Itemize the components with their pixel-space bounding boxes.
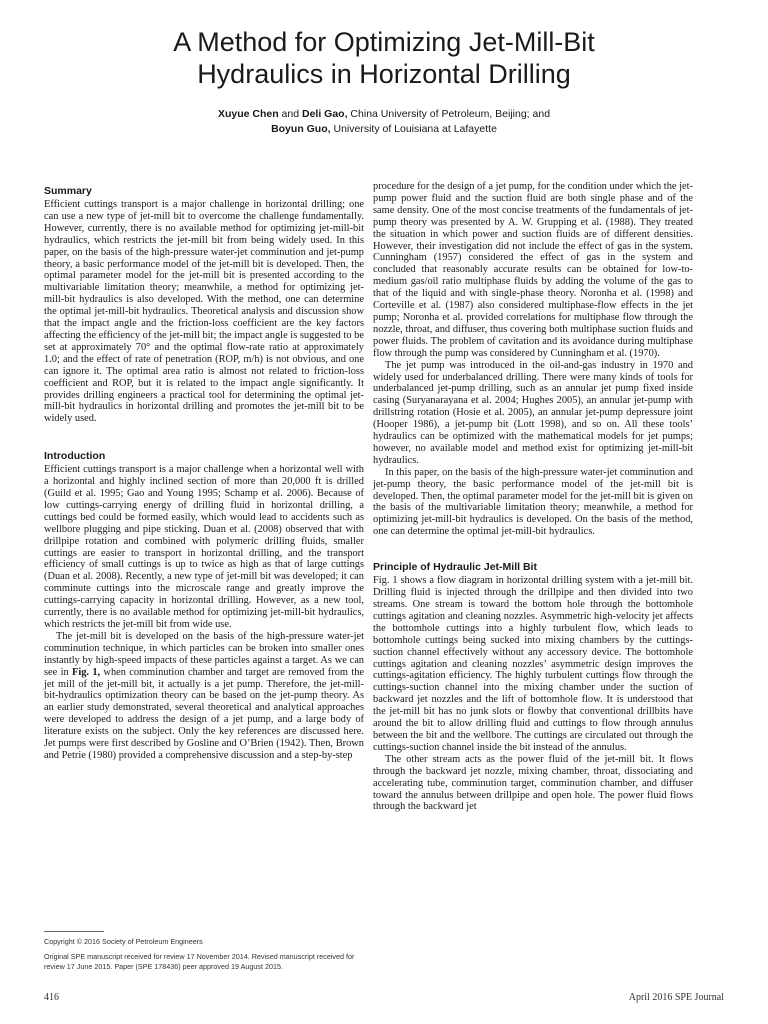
figure-reference: Fig. 1, [71,666,101,678]
title-line-1: A Method for Optimizing Jet-Mill-Bit [173,27,595,57]
summary-heading: Summary [44,185,92,197]
author-and: and [278,108,302,120]
intro-p2-text-b: when comminution chamber and target are removed from the jet mill of the jet-mill bit, it actually is a jet pump. Therefore, the jet-mill-bit-hydraulics optimization theory can be based on the jet-pump theory. As an earlier study demonstrated, several theoretical and analytical approaches were developed to address the design of a jet pump, and a large body of literature exists on the subject. Only the key references are discussed here. Jet pumps were first described by Gosline and O’Brien (1942). Then, Brown and Petrie (1980) provided a comprehensive discussion and a step-by-step [44,666,365,761]
affiliation-2: University of Louisiana at Lafayette [330,123,497,135]
principle-paragraph-2: The other stream acts as the power fluid of the jet-mill bit. It flows through the backward jet nozzle, mixing chamber, throat, dissociating and accelerating tube, comminution target, comminution chamber, and diffuser toward the annulus between drillpipe and open hole. The power fluid flows through the backward jet [373,753,693,813]
journal-footer: April 2016 SPE Journal [628,992,724,1003]
right-column [373,181,693,813]
intro-paragraph-1: Efficient cuttings transport is a major challenge when a horizontal well with a horizontal and highly inclined section of more than 20,000 ft is drilled (Guild et al. 1995; Gao and Young 1995; Schamp et al. 2006). Because of low cuttings-carrying energy of drilling fluid in horizontal drilling, a cuttings bed could be formed easily, which would lead to accidents such as wellbore plugging and pipe sticking. Duan et al. (2008) observed that with drillpipe rotation and combined with polymeric drilling fluids, smaller cuttings are easier to transport in horizontal drilling, and the transport efficiency of small cuttings is up to twice as high as that of large cuttings (Duan et al. 2008). Recently, a new type of jet-mill bit was developed; it can comminute cuttings into the microscale range and greatly improve the cuttings-carrying capacity in horizontal drilling. However, as a new tool, currently, there is no available method for optimizing jet-mill-bit hydraulics, which restricts the jet-mill bit from wide use. [44,464,364,630]
right-paragraph-3: In this paper, on the basis of the high-pressure water-jet comminution and jet-pump theory, the basic performance model of the jet-mill bit is developed. Then, the optimal parameter model for the jet-mill bit is given on the basis of the multivariable limitation theory; meanwhile, a method for optimizing jet-mill-bit hydraulics is developed. On the basis of the method, one can determine the optimal jet-mill-bit hydraulics. [373,466,693,538]
paper-title [40,26,728,90]
author-1: Xuyue Chen [217,108,279,120]
left-column [44,184,364,762]
right-paragraph-1: procedure for the design of a jet pump, for the condition under which the jet-pump power fluid and the suction fluid are both single phase and of the same density. One of the most concise treatments of the fundamentals of jet-pump theory was presented by A. W. Grupping et al. (1988). They treated the situation in which power and suction fluids are of different densities. However, their investigation did not include the effect of gas in the system. Cunningham (1957) considered the effect of gas in the system and concluded that reasonably accurate results can be obtained for low-to-medium gas/oil ratio multiphase fluids by adding the volume of the gas to that of the liquid and with single-phase theory. Noronha et al. (1998) and Corteville et al. (1987) also considered multiphase-flow effects in the jet pump; Noronha et al. provided correlations for multiphase flow through the nozzle, throat, and diffuser, thus covering both multiphase suction fluids and power fluids. The problem of cavitation and its avoidance during multiphase flow through the pump was considered by Cunningham et al. (1970). [373,181,693,359]
footnote-divider [44,931,104,932]
page-number: 416 [44,992,59,1003]
principle-paragraph-1: Fig. 1 shows a flow diagram in horizontal drilling system with a jet-mill bit. Drilling fluid is injected through the drillpipe and then divided into two streams. One stream is toward the bottom hole through the bottomhole cuttings agitation and cleaning nozzles. Asymmetric high-velocity jet affects the bottomhole cuttings into a highly turbulent flow, which leads to bottomhole cuttings being sucked into mixing chambers by the cuttings-suction channel effectively without any accessory device. The bottomhole cuttings agitation and cleaning nozzles’ asymmetric design improves the cuttings-agitation efficiency. The highly turbulent cuttings flow through the cuttings-suction channel into the mixing chamber under the suction of backward jet nozzles and the lift of bottomhole flow. It is understood that the jet-mill bit has no junk slots or flowby that conventional drillbits have around the bit to allow drilling fluid and cuttings to flow through annulus between the bit and the wellbore. The cuttings are circulated out through the cuttings-suction channel inside the bit instead of the annulus. [373,575,693,753]
intro-paragraph-2 [44,631,364,762]
copyright-note: Copyright © 2016 Society of Petroleum Engineers [44,937,203,946]
author-block [40,107,728,137]
intro-p2-text-a: The jet-mill bit is developed on the basis of the high-pressure water-jet comminution technique, in which particles can be broken into smaller ones instantly by high-speed impacts of these particles against a target. As we can see in [44,630,364,678]
right-paragraph-2: The jet pump was introduced in the oil-and-gas industry in 1970 and widely used for underbalanced drilling. There were many kinds of tools for underbalanced jet-pump drilling, such as an annular jet pump fixed inside casing (Suryanarayana et al. 2004; Hughes 2005), an annular jet-pump with drillstring rotation (Hosie et al. 2005), an annular jet-pump depressure joint (Hooper 1986), a jet-pump bit (Lott 1998), and so on. All these tools’ hydraulics can be optimized with the mathematical models for jet pumps; however, no available model and method exist for optimizing jet-mill-bit hydraulics. [373,359,693,466]
author-3: Boyun Guo, [271,123,331,135]
title-line-2: Hydraulics in Horizontal Drilling [197,59,571,89]
introduction-heading: Introduction [44,450,106,463]
principle-heading: Principle of Hydraulic Jet-Mill Bit [373,561,537,574]
manuscript-note: Original SPE manuscript received for review 17 November 2014. Revised manuscript received for review 17 June 2015. Paper (SPE 178436) peer approved 19 August 2015. [44,952,355,971]
author-2: Deli Gao, [302,108,348,120]
summary-text: Efficient cuttings transport is a major challenge in horizontal drilling; one can use a new type of jet-mill bit to overcome the challenge fundamentally. However, currently, there is no available method for optimizing jet-mill-bit hydraulics, which restricts the jet-mill bit from being widely used. In this paper, on the basis of the high-pressure water-jet comminution and jet-pump theory, a basic performance model of the jet-mill bit is developed. Then, the optimal parameter model for the jet-mill bit is presented according to the multivariable limitation theory; meanwhile, a method for optimizing jet-mill-bit hydraulics is also developed. With the method, one can determine the optimal jet-mill-bit hydraulics. Theoretical analysis and discussion show that the impact angle and the friction-loss coefficient are the key factors affecting the efficiency of the jet-mill bit; the impact angle is suggested to be set at approximately 70° and the optimal flow-rate ratio at approximately 1.0; and the effect of rate of penetration (ROP, m/h) is not obvious, and one can ignore it. The optimal area ratio is almost not related to friction-loss coefficient and ROP, but it is related to the impact angle significantly. It provides drilling engineers a practical tool for determining the optimal jet-mill-bit hydraulics in horizontal drilling and promotes the jet-mill bit to be widely used. [44,199,364,425]
affiliation-1: China University of Petroleum, Beijing; and [347,108,551,120]
